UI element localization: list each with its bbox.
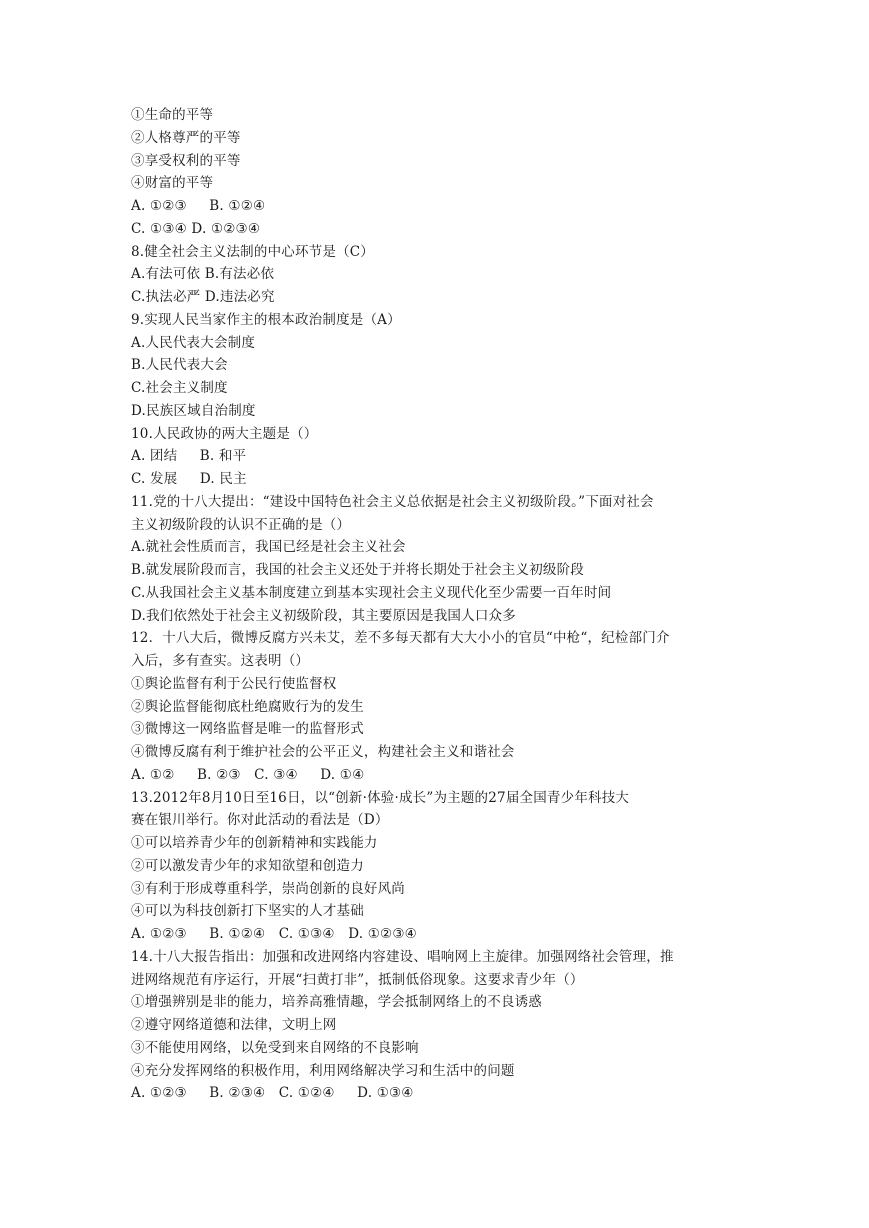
- text-line: 10.人民政协的两大主题是（）: [131, 425, 318, 442]
- text-line: D.我们依然处于社会主义初级阶段，其主要原因是我国人口众多: [131, 607, 516, 624]
- text-line: A. 团结 B. 和平: [131, 448, 247, 465]
- text-line: A. ①② B. ②③ C. ③④ D. ①④: [131, 766, 365, 783]
- text-line: ③不能使用网络，以免受到来自网络的不良影响: [131, 1039, 419, 1056]
- text-line: A.人民代表大会制度: [131, 334, 256, 351]
- text-line: C.执法必严 D.违法必究: [131, 289, 275, 305]
- text-line: ①可以培养青少年的创新精神和实践能力: [131, 835, 378, 851]
- text-line: A.有法可依 B.有法必依: [131, 266, 275, 283]
- text-line: ②遵守网络道德和法律，文明上网: [131, 1017, 337, 1033]
- text-line: 9.实现人民当家作主的根本政治制度是（A）: [131, 311, 401, 328]
- text-line: C.社会主义制度: [131, 380, 228, 396]
- text-line: 11.党的十八大提出：“建设中国特色社会主义总依据是社会主义初级阶段。”下面对社会: [131, 493, 654, 510]
- text-line: A. ①②③ B. ①②④ C. ①③④ D. ①②③④: [131, 926, 417, 942]
- text-line: B.就发展阶段而言，我国的社会主义还处于并将长期处于社会主义初级阶段: [131, 562, 585, 578]
- text-line: ③微博这一网络监督是唯一的监督形式: [131, 721, 364, 738]
- text-line: ④充分发挥网络的积极作用，利用网络解决学习和生活中的问题: [131, 1062, 515, 1079]
- text-line: ②可以激发青少年的求知欲望和创造力: [131, 857, 364, 874]
- text-line: ③有利于形成尊重科学，崇尚创新的良好风尚: [131, 880, 405, 897]
- text-line: 13.2012年8月10日至16日，以“创新·体验·成长”为主题的27届全国青少年科技大: [131, 789, 630, 806]
- text-line: 进网络规范有序运行，开展“扫黄打非”，抵制低俗现象。这要求青少年（）: [131, 971, 584, 988]
- text-line: 12．十八大后，微博反腐方兴未艾，差不多每天都有大大小小的官员“中枪“，纪检部门介: [131, 630, 670, 647]
- text-line: 14.十八大报告指出：加强和改进网络内容建设、唱响网上主旋律。加强网络社会管理，推: [131, 948, 674, 965]
- document-body: [131, 104, 743, 1105]
- text-line: ④可以为科技创新打下坚实的人才基础: [131, 903, 364, 920]
- text-line: 赛在银川举行。你对此活动的看法是（D）: [131, 812, 389, 829]
- text-line: 主义初级阶段的认识不正确的是（）: [131, 516, 351, 533]
- text-line: C. 发展 D. 民主: [131, 471, 247, 487]
- text-line: ②舆论监督能彻底杜绝腐败行为的发生: [131, 698, 364, 715]
- text-line: 8.健全社会主义法制的中心环节是（C）: [131, 243, 375, 260]
- text-line: ②人格尊严的平等: [131, 129, 241, 146]
- text-line: C.从我国社会主义基本制度建立到基本实现社会主义现代化至少需要一百年时间: [131, 584, 612, 601]
- text-line: ④微博反腐有利于维护社会的公平正义，构建社会主义和谐社会: [131, 744, 515, 760]
- text-line: ①舆论监督有利于公民行使监督权: [131, 675, 337, 692]
- text-line: C. ①③④ D. ①②③④: [131, 220, 261, 237]
- text-line: A. ①②③ B. ②③④ C. ①②④ D. ①③④: [131, 1085, 414, 1102]
- text-line: ①生命的平等: [131, 107, 214, 123]
- text-line: ④财富的平等: [131, 175, 214, 192]
- text-line: B.人民代表大会: [131, 357, 228, 374]
- text-line: ①增强辨别是非的能力，培养高雅情趣，学会抵制网络上的不良诱惑: [131, 994, 542, 1011]
- text-line: D.民族区域自治制度: [131, 402, 256, 419]
- text-line: A.就社会性质而言，我国已经是社会主义社会: [131, 539, 406, 556]
- text-line: A. ①②③ B. ①②④: [131, 198, 266, 214]
- text-line: ③享受权利的平等: [131, 152, 241, 169]
- text-line: 入后，多有查实。这表明（）: [131, 653, 310, 669]
